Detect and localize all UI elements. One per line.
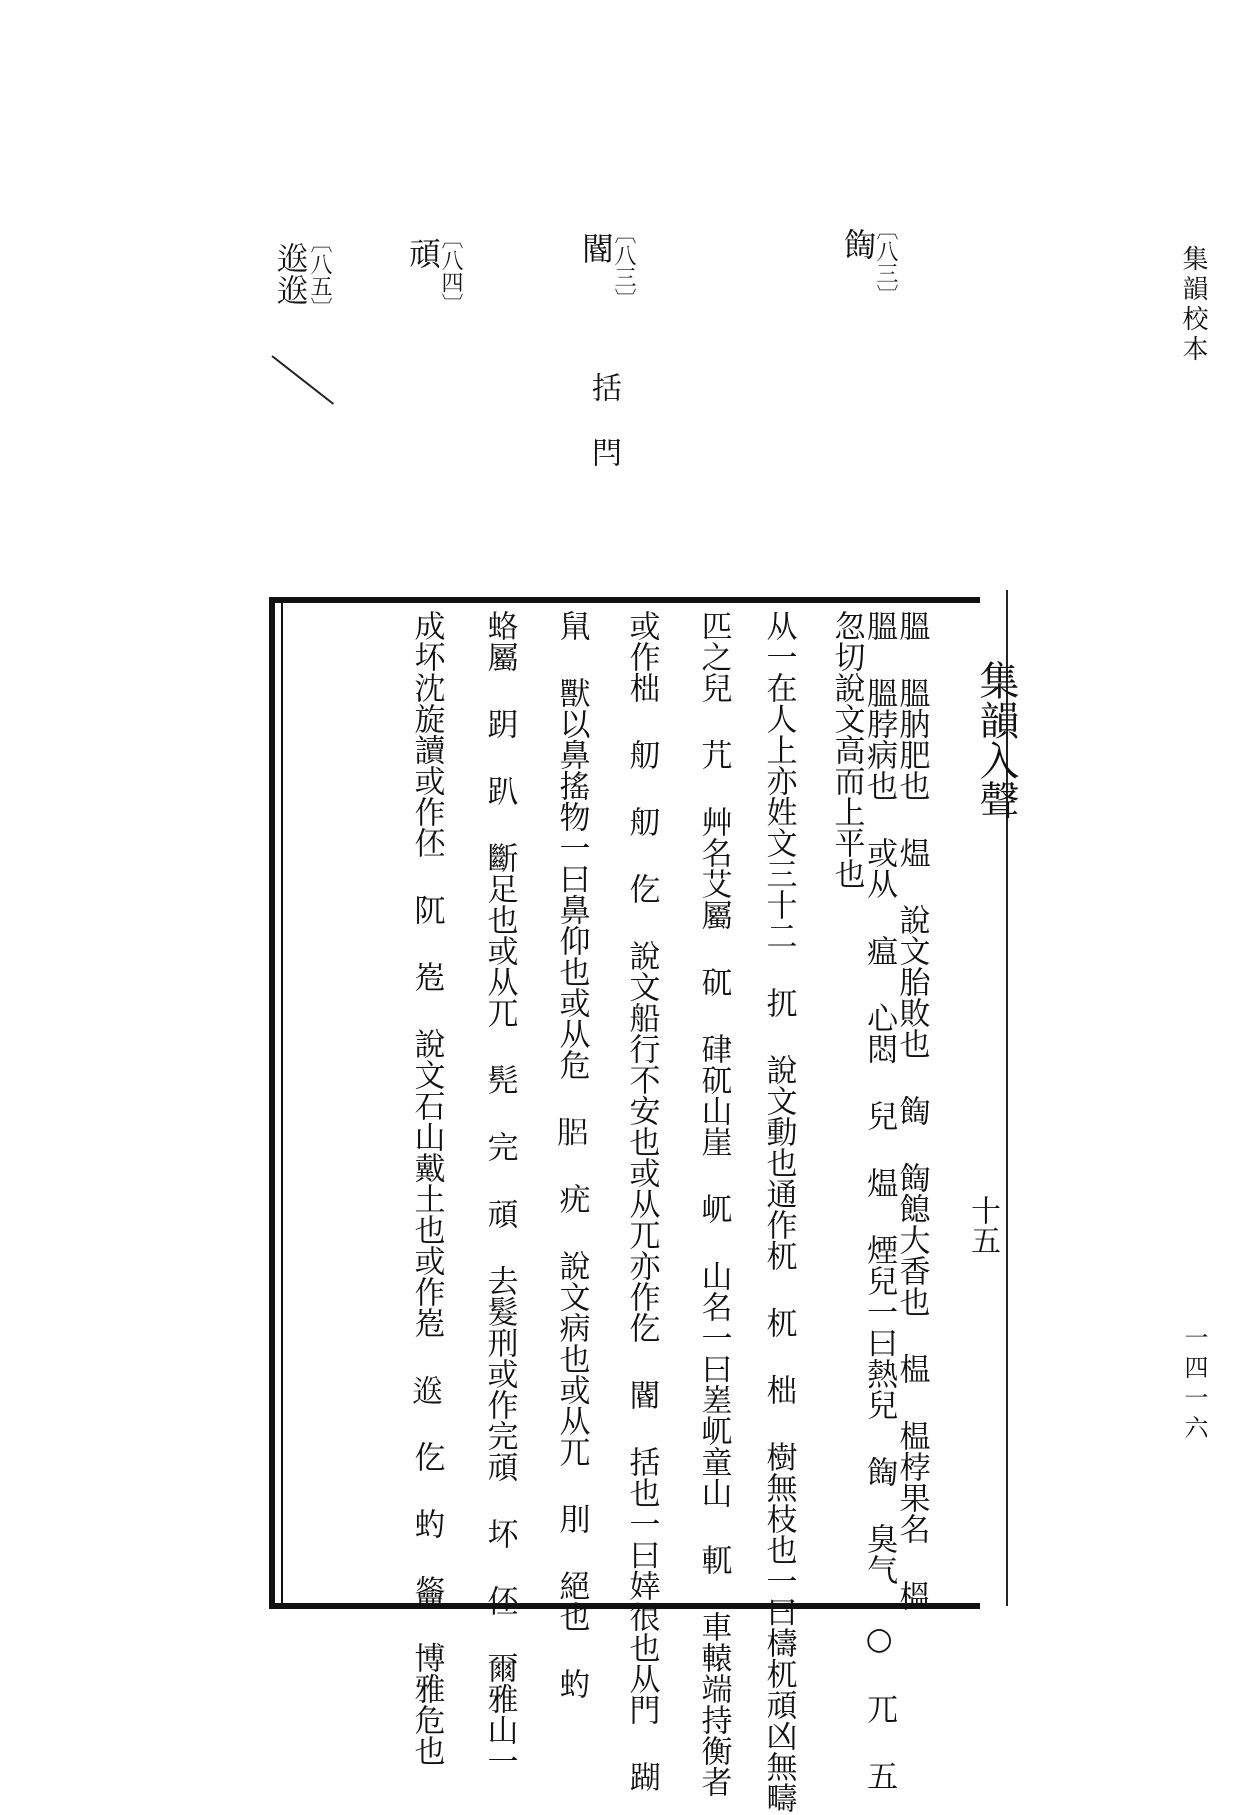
collation-note-2-extra: 括 閂 (586, 372, 621, 467)
text-column-8: 成坏沈旋讀或作伾 阢 峞 說文石山戴土也或作峞 𨓵 仡 虳 䶴 博雅危也 (408, 610, 445, 1766)
text-column-7: 蛒屬 跀 趴 斷足也或从兀 髡 完 頑 去髮刑或作完頑 坏 伾 爾雅山一 (481, 610, 518, 1776)
note-marker: 〔八五〕 (307, 231, 332, 319)
note-text: 頑 (404, 237, 442, 269)
text-column-3: 从一在人上亦姓文三十二 扤 說文動也通作杌 杌 柮 樹無枝也一曰檮杌頑凶無疇 (760, 610, 797, 1813)
running-title: 集韻校本 (1178, 245, 1208, 365)
slash-mark (271, 355, 334, 405)
collation-note-2 (577, 222, 636, 310)
text-column-2: 膃 膃脖病也 或从 瘟 心悶 兒 煴 煙兒一曰熱兒 䭇 臭气 ○ 兀 五忽切說文高而上平也 (828, 610, 898, 1791)
text-column-5: 或作柮 舠 舠 仡 說文船行不安也或从兀亦作仡 閽 括也一曰婞很也从門 䠒 (623, 610, 660, 1792)
note-marker: 〔八三〕 (873, 218, 898, 306)
note-marker: 〔八四〕 (438, 227, 463, 315)
note-text: 𨓵𨓵 (273, 241, 311, 305)
text-column-6: 䑕 獸以鼻搖物一曰鼻仰也或从危 𦛗 疣 說文病也或从兀 刖 絕也 虳 (553, 610, 590, 1699)
text-column-1: 膃 膃肭肥也 煴 說文胎敗也 䭇 䭇䭒大香也 榅 榅桲果名 榲 (893, 610, 930, 1611)
margin-folio: 十五 (965, 1195, 1000, 1255)
collation-note-4 (273, 231, 332, 319)
note-text: 䭇 (839, 228, 877, 260)
margin-title: 集韻入聲 (973, 660, 1019, 820)
page-number: 一四一六 (1180, 1325, 1208, 1445)
collation-note-3 (404, 227, 463, 315)
note-text: 閽 (577, 232, 615, 264)
collation-note-1 (839, 218, 898, 306)
text-column-4: 匹之兒 芁 艸名艾屬 矹 硉矹山崖 屼 山名一曰嵳屼童山 軏 車轅端持衡者 (695, 610, 732, 1797)
note-marker: 〔八三〕 (611, 222, 636, 310)
